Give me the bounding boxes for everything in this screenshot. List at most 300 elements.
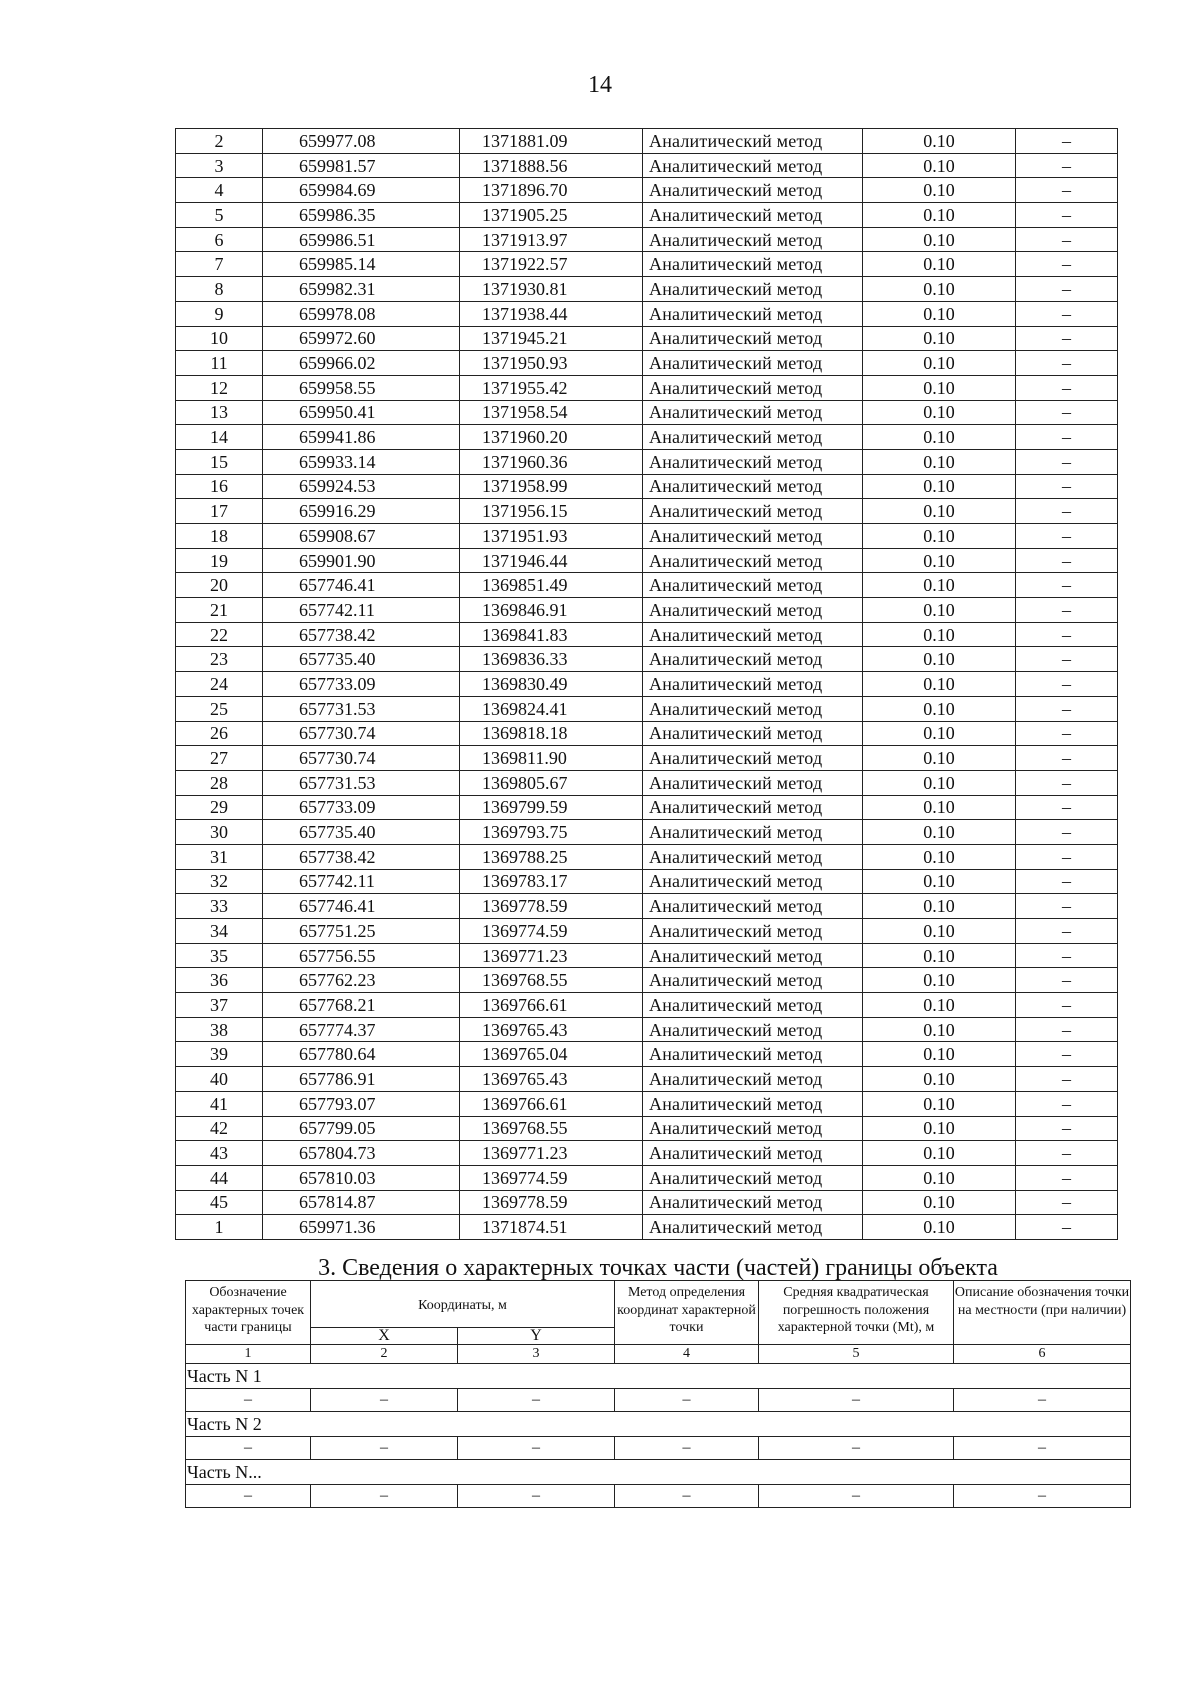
- table-row: [176, 894, 1118, 919]
- x-coordinate: 659981.57: [263, 153, 460, 178]
- y-coordinate: 1371888.56: [460, 153, 643, 178]
- method: Аналитический метод: [643, 598, 863, 623]
- error: 0.10: [863, 400, 1016, 425]
- y-coordinate: 1371950.93: [460, 351, 643, 376]
- description: –: [1016, 1067, 1118, 1092]
- part-row: [186, 1485, 1131, 1508]
- column-number: 3: [458, 1345, 615, 1364]
- x-coordinate: 659966.02: [263, 351, 460, 376]
- y-coordinate: 1371955.42: [460, 375, 643, 400]
- table-row: [176, 252, 1118, 277]
- table-row: [176, 746, 1118, 771]
- error: 0.10: [863, 1091, 1016, 1116]
- description: –: [1016, 499, 1118, 524]
- description: –: [1016, 524, 1118, 549]
- x-coordinate: 657780.64: [263, 1042, 460, 1067]
- table-row: [176, 672, 1118, 697]
- point-number: 21: [176, 598, 263, 623]
- coordinates-table: [175, 128, 1118, 1240]
- method: Аналитический метод: [643, 993, 863, 1018]
- y-coordinate: 1369766.61: [460, 1091, 643, 1116]
- description: –: [1016, 573, 1118, 598]
- coordinates-table-body: [176, 129, 1118, 1240]
- error: 0.10: [863, 524, 1016, 549]
- part-cell: –: [311, 1389, 458, 1412]
- table-row: [176, 968, 1118, 993]
- x-coordinate: 657799.05: [263, 1116, 460, 1141]
- part-label: Часть N 1: [186, 1364, 1131, 1389]
- y-coordinate: 1369788.25: [460, 844, 643, 869]
- x-coordinate: 657742.11: [263, 598, 460, 623]
- method: Аналитический метод: [643, 449, 863, 474]
- method: Аналитический метод: [643, 1042, 863, 1067]
- part-row: [186, 1389, 1131, 1412]
- error: 0.10: [863, 672, 1016, 697]
- y-coordinate: 1371956.15: [460, 499, 643, 524]
- x-coordinate: 657793.07: [263, 1091, 460, 1116]
- method: Аналитический метод: [643, 869, 863, 894]
- x-coordinate: 657730.74: [263, 721, 460, 746]
- error: 0.10: [863, 1116, 1016, 1141]
- part-cell: –: [615, 1389, 759, 1412]
- table-row: [176, 1042, 1118, 1067]
- description: –: [1016, 696, 1118, 721]
- y-coordinate: 1369818.18: [460, 721, 643, 746]
- description: –: [1016, 227, 1118, 252]
- y-coordinate: 1369830.49: [460, 672, 643, 697]
- x-coordinate: 659982.31: [263, 277, 460, 302]
- point-number: 6: [176, 227, 263, 252]
- point-number: 26: [176, 721, 263, 746]
- point-number: 14: [176, 425, 263, 450]
- method: Аналитический метод: [643, 1017, 863, 1042]
- x-coordinate: 657810.03: [263, 1165, 460, 1190]
- x-coordinate: 657814.87: [263, 1190, 460, 1215]
- part-cell: –: [954, 1437, 1131, 1460]
- point-number: 2: [176, 129, 263, 154]
- point-number: 19: [176, 548, 263, 573]
- error: 0.10: [863, 844, 1016, 869]
- x-coordinate: 659901.90: [263, 548, 460, 573]
- x-coordinate: 657735.40: [263, 820, 460, 845]
- column-number: 5: [759, 1345, 954, 1364]
- point-number: 37: [176, 993, 263, 1018]
- description: –: [1016, 1042, 1118, 1067]
- point-number: 1: [176, 1215, 263, 1240]
- header-y: Y: [458, 1328, 615, 1345]
- error: 0.10: [863, 696, 1016, 721]
- x-coordinate: 657733.09: [263, 795, 460, 820]
- table-row: [176, 375, 1118, 400]
- point-number: 18: [176, 524, 263, 549]
- part-cell: –: [615, 1437, 759, 1460]
- parts-table: [185, 1253, 1131, 1508]
- point-number: 16: [176, 474, 263, 499]
- table-row: [176, 499, 1118, 524]
- error: 0.10: [863, 795, 1016, 820]
- part-cell: –: [186, 1437, 311, 1460]
- x-coordinate: 659984.69: [263, 178, 460, 203]
- x-coordinate: 659950.41: [263, 400, 460, 425]
- description: –: [1016, 548, 1118, 573]
- x-coordinate: 659977.08: [263, 129, 460, 154]
- point-number: 12: [176, 375, 263, 400]
- header-error: Средняя квадратическая погрешность положения характерной точки (Mt), м: [759, 1281, 954, 1345]
- y-coordinate: 1371922.57: [460, 252, 643, 277]
- point-number: 30: [176, 820, 263, 845]
- y-coordinate: 1369824.41: [460, 696, 643, 721]
- error: 0.10: [863, 746, 1016, 771]
- x-coordinate: 659986.35: [263, 203, 460, 228]
- method: Аналитический метод: [643, 425, 863, 450]
- table-row: [176, 1017, 1118, 1042]
- y-coordinate: 1371946.44: [460, 548, 643, 573]
- method: Аналитический метод: [643, 1091, 863, 1116]
- point-number: 8: [176, 277, 263, 302]
- column-number: 4: [615, 1345, 759, 1364]
- error: 0.10: [863, 1165, 1016, 1190]
- point-number: 22: [176, 622, 263, 647]
- x-coordinate: 659941.86: [263, 425, 460, 450]
- error: 0.10: [863, 894, 1016, 919]
- table-row: [176, 227, 1118, 252]
- method: Аналитический метод: [643, 301, 863, 326]
- y-coordinate: 1369851.49: [460, 573, 643, 598]
- point-number: 17: [176, 499, 263, 524]
- description: –: [1016, 993, 1118, 1018]
- part-label: Часть N 2: [186, 1412, 1131, 1437]
- description: –: [1016, 1165, 1118, 1190]
- part-cell: –: [311, 1485, 458, 1508]
- part-cell: –: [759, 1485, 954, 1508]
- column-number: 1: [186, 1345, 311, 1364]
- x-coordinate: 657735.40: [263, 647, 460, 672]
- y-coordinate: 1369771.23: [460, 1141, 643, 1166]
- point-number: 5: [176, 203, 263, 228]
- column-number: 2: [311, 1345, 458, 1364]
- y-coordinate: 1371960.20: [460, 425, 643, 450]
- point-number: 20: [176, 573, 263, 598]
- method: Аналитический метод: [643, 795, 863, 820]
- point-number: 42: [176, 1116, 263, 1141]
- description: –: [1016, 1116, 1118, 1141]
- y-coordinate: 1369846.91: [460, 598, 643, 623]
- description: –: [1016, 820, 1118, 845]
- description: –: [1016, 178, 1118, 203]
- x-coordinate: 657733.09: [263, 672, 460, 697]
- x-coordinate: 657774.37: [263, 1017, 460, 1042]
- y-coordinate: 1369768.55: [460, 1116, 643, 1141]
- x-coordinate: 657730.74: [263, 746, 460, 771]
- error: 0.10: [863, 1141, 1016, 1166]
- table-row: [176, 548, 1118, 573]
- table-row: [176, 351, 1118, 376]
- x-coordinate: 657768.21: [263, 993, 460, 1018]
- y-coordinate: 1369841.83: [460, 622, 643, 647]
- column-number: 6: [954, 1345, 1131, 1364]
- description: –: [1016, 968, 1118, 993]
- point-number: 35: [176, 943, 263, 968]
- description: –: [1016, 869, 1118, 894]
- table-row: [176, 598, 1118, 623]
- table-row: [176, 844, 1118, 869]
- method: Аналитический метод: [643, 721, 863, 746]
- method: Аналитический метод: [643, 1141, 863, 1166]
- x-coordinate: 657762.23: [263, 968, 460, 993]
- point-number: 13: [176, 400, 263, 425]
- error: 0.10: [863, 647, 1016, 672]
- error: 0.10: [863, 227, 1016, 252]
- description: –: [1016, 277, 1118, 302]
- table-row: [176, 153, 1118, 178]
- y-coordinate: 1369765.43: [460, 1017, 643, 1042]
- error: 0.10: [863, 968, 1016, 993]
- x-coordinate: 657804.73: [263, 1141, 460, 1166]
- point-number: 31: [176, 844, 263, 869]
- method: Аналитический метод: [643, 1215, 863, 1240]
- x-coordinate: 659958.55: [263, 375, 460, 400]
- y-coordinate: 1369765.43: [460, 1067, 643, 1092]
- method: Аналитический метод: [643, 129, 863, 154]
- x-coordinate: 657731.53: [263, 696, 460, 721]
- x-coordinate: 657746.41: [263, 573, 460, 598]
- table-row: [176, 203, 1118, 228]
- y-coordinate: 1371913.97: [460, 227, 643, 252]
- table-row: [176, 820, 1118, 845]
- x-coordinate: 659978.08: [263, 301, 460, 326]
- table-row: [176, 129, 1118, 154]
- point-number: 9: [176, 301, 263, 326]
- description: –: [1016, 795, 1118, 820]
- table-row: [176, 1091, 1118, 1116]
- header-x: X: [311, 1328, 458, 1345]
- y-coordinate: 1369783.17: [460, 869, 643, 894]
- table-row: [176, 696, 1118, 721]
- error: 0.10: [863, 622, 1016, 647]
- description: –: [1016, 844, 1118, 869]
- y-coordinate: 1369799.59: [460, 795, 643, 820]
- part-cell: –: [311, 1437, 458, 1460]
- description: –: [1016, 721, 1118, 746]
- error: 0.10: [863, 1017, 1016, 1042]
- method: Аналитический метод: [643, 203, 863, 228]
- method: Аналитический метод: [643, 1165, 863, 1190]
- x-coordinate: 659972.60: [263, 326, 460, 351]
- table-row: [176, 178, 1118, 203]
- part-cell: –: [954, 1485, 1131, 1508]
- error: 0.10: [863, 1190, 1016, 1215]
- x-coordinate: 659971.36: [263, 1215, 460, 1240]
- point-number: 29: [176, 795, 263, 820]
- error: 0.10: [863, 499, 1016, 524]
- description: –: [1016, 400, 1118, 425]
- table-row: [176, 1067, 1118, 1092]
- table-row: [176, 301, 1118, 326]
- x-coordinate: 657746.41: [263, 894, 460, 919]
- x-coordinate: 659985.14: [263, 252, 460, 277]
- table-row: [176, 400, 1118, 425]
- part-cell: –: [615, 1485, 759, 1508]
- point-number: 24: [176, 672, 263, 697]
- header-coordinates: Координаты, м: [311, 1281, 615, 1328]
- error: 0.10: [863, 919, 1016, 944]
- table-row: [176, 647, 1118, 672]
- part-label: Часть N...: [186, 1460, 1131, 1485]
- x-coordinate: 659986.51: [263, 227, 460, 252]
- point-number: 7: [176, 252, 263, 277]
- method: Аналитический метод: [643, 622, 863, 647]
- x-coordinate: 657742.11: [263, 869, 460, 894]
- method: Аналитический метод: [643, 894, 863, 919]
- description: –: [1016, 425, 1118, 450]
- error: 0.10: [863, 252, 1016, 277]
- point-number: 25: [176, 696, 263, 721]
- y-coordinate: 1369771.23: [460, 943, 643, 968]
- method: Аналитический метод: [643, 277, 863, 302]
- y-coordinate: 1369765.04: [460, 1042, 643, 1067]
- error: 0.10: [863, 1215, 1016, 1240]
- part-cell: –: [759, 1437, 954, 1460]
- table-row: [176, 524, 1118, 549]
- error: 0.10: [863, 449, 1016, 474]
- table-row: [176, 474, 1118, 499]
- method: Аналитический метод: [643, 524, 863, 549]
- x-coordinate: 659933.14: [263, 449, 460, 474]
- method: Аналитический метод: [643, 178, 863, 203]
- part-cell: –: [186, 1485, 311, 1508]
- method: Аналитический метод: [643, 820, 863, 845]
- description: –: [1016, 1141, 1118, 1166]
- description: –: [1016, 153, 1118, 178]
- y-coordinate: 1371945.21: [460, 326, 643, 351]
- header-method: Метод определения координат характерной точки: [615, 1281, 759, 1345]
- table-row: [176, 1141, 1118, 1166]
- method: Аналитический метод: [643, 573, 863, 598]
- y-coordinate: 1371930.81: [460, 277, 643, 302]
- y-coordinate: 1371881.09: [460, 129, 643, 154]
- x-coordinate: 659908.67: [263, 524, 460, 549]
- y-coordinate: 1371905.25: [460, 203, 643, 228]
- table-row: [176, 869, 1118, 894]
- y-coordinate: 1369836.33: [460, 647, 643, 672]
- y-coordinate: 1369778.59: [460, 894, 643, 919]
- description: –: [1016, 746, 1118, 771]
- error: 0.10: [863, 943, 1016, 968]
- description: –: [1016, 474, 1118, 499]
- method: Аналитический метод: [643, 499, 863, 524]
- y-coordinate: 1369774.59: [460, 919, 643, 944]
- point-number: 41: [176, 1091, 263, 1116]
- part-cell: –: [458, 1485, 615, 1508]
- table-row: [176, 1165, 1118, 1190]
- error: 0.10: [863, 993, 1016, 1018]
- point-number: 40: [176, 1067, 263, 1092]
- error: 0.10: [863, 548, 1016, 573]
- method: Аналитический метод: [643, 153, 863, 178]
- point-number: 39: [176, 1042, 263, 1067]
- point-number: 15: [176, 449, 263, 474]
- y-coordinate: 1371951.93: [460, 524, 643, 549]
- point-number: 33: [176, 894, 263, 919]
- table-row: [176, 919, 1118, 944]
- error: 0.10: [863, 425, 1016, 450]
- method: Аналитический метод: [643, 844, 863, 869]
- x-coordinate: 657731.53: [263, 770, 460, 795]
- error: 0.10: [863, 203, 1016, 228]
- description: –: [1016, 203, 1118, 228]
- method: Аналитический метод: [643, 943, 863, 968]
- table-row: [176, 425, 1118, 450]
- point-number: 32: [176, 869, 263, 894]
- method: Аналитический метод: [643, 1190, 863, 1215]
- y-coordinate: 1369768.55: [460, 968, 643, 993]
- description: –: [1016, 129, 1118, 154]
- table-row: [176, 622, 1118, 647]
- error: 0.10: [863, 1067, 1016, 1092]
- point-number: 44: [176, 1165, 263, 1190]
- x-coordinate: 657786.91: [263, 1067, 460, 1092]
- method: Аналитический метод: [643, 252, 863, 277]
- description: –: [1016, 598, 1118, 623]
- description: –: [1016, 894, 1118, 919]
- part-row: [186, 1437, 1131, 1460]
- page-number: 14: [588, 72, 612, 98]
- y-coordinate: 1371958.54: [460, 400, 643, 425]
- point-number: 43: [176, 1141, 263, 1166]
- table-row: [176, 277, 1118, 302]
- part-cell: –: [759, 1389, 954, 1412]
- method: Аналитический метод: [643, 746, 863, 771]
- error: 0.10: [863, 820, 1016, 845]
- table-row: [176, 721, 1118, 746]
- x-coordinate: 659924.53: [263, 474, 460, 499]
- error: 0.10: [863, 153, 1016, 178]
- error: 0.10: [863, 474, 1016, 499]
- method: Аналитический метод: [643, 1116, 863, 1141]
- description: –: [1016, 1190, 1118, 1215]
- point-number: 45: [176, 1190, 263, 1215]
- method: Аналитический метод: [643, 400, 863, 425]
- y-coordinate: 1369805.67: [460, 770, 643, 795]
- point-number: 23: [176, 647, 263, 672]
- point-number: 10: [176, 326, 263, 351]
- table-row: [176, 449, 1118, 474]
- error: 0.10: [863, 301, 1016, 326]
- y-coordinate: 1369766.61: [460, 993, 643, 1018]
- y-coordinate: 1369778.59: [460, 1190, 643, 1215]
- part-cell: –: [954, 1389, 1131, 1412]
- table-row: [176, 1116, 1118, 1141]
- section-title: 3. Сведения о характерных точках части (частей) границы объекта: [318, 1254, 998, 1281]
- x-coordinate: 657738.42: [263, 844, 460, 869]
- y-coordinate: 1369774.59: [460, 1165, 643, 1190]
- point-number: 3: [176, 153, 263, 178]
- error: 0.10: [863, 869, 1016, 894]
- part-cell: –: [186, 1389, 311, 1412]
- description: –: [1016, 351, 1118, 376]
- method: Аналитический метод: [643, 647, 863, 672]
- error: 0.10: [863, 573, 1016, 598]
- method: Аналитический метод: [643, 696, 863, 721]
- method: Аналитический метод: [643, 326, 863, 351]
- description: –: [1016, 375, 1118, 400]
- description: –: [1016, 770, 1118, 795]
- table-row: [176, 1190, 1118, 1215]
- description: –: [1016, 301, 1118, 326]
- y-coordinate: 1371874.51: [460, 1215, 643, 1240]
- error: 0.10: [863, 178, 1016, 203]
- table-row: [176, 943, 1118, 968]
